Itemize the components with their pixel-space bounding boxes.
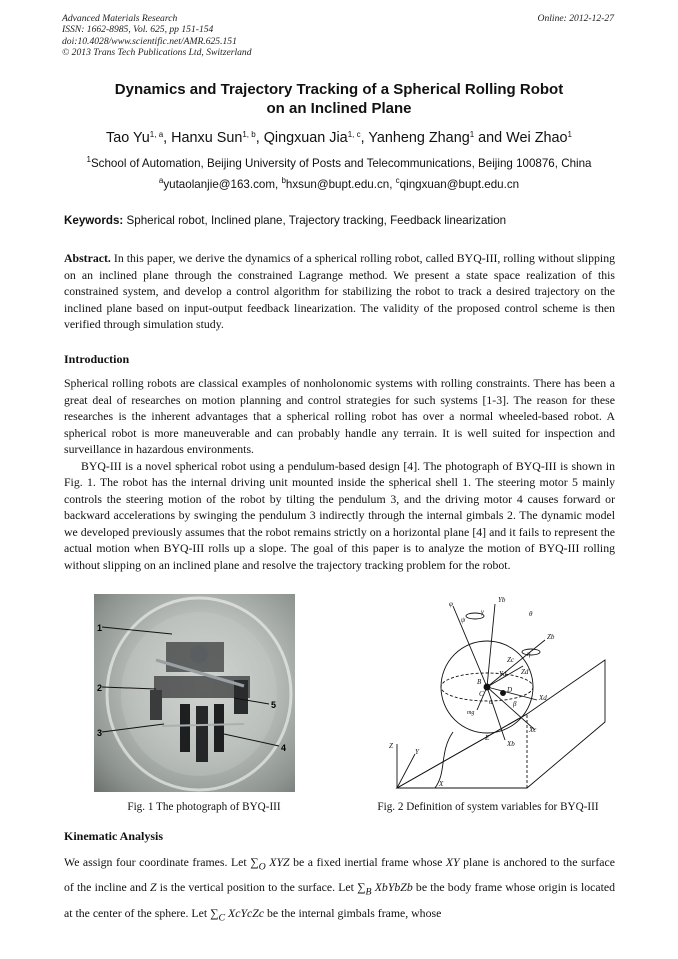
label-alpha: α xyxy=(489,698,493,706)
section-heading-kinematic: Kinematic Analysis xyxy=(64,829,164,843)
affiliation: $^1$School of Automation, Beijing University of Posts and Telecommunications, Beijing 100876, China xyxy=(86,155,592,170)
author: Yanheng Zhang$^1$ and xyxy=(368,130,507,146)
system-variables-diagram xyxy=(377,592,613,797)
sphere-center xyxy=(484,684,490,690)
pendulum-mass xyxy=(501,691,506,696)
online-date: Online: 2012-12-27 xyxy=(537,13,614,24)
label-d: D xyxy=(507,686,513,694)
title-line-1: Dynamics and Trajectory Tracking of a Spherical Rolling Robot xyxy=(114,81,564,98)
doi: doi:10.4028/www.scientific.net/AMR.625.151 xyxy=(62,35,237,47)
label-eta: η xyxy=(527,650,531,658)
label-yb: Yb xyxy=(498,596,506,604)
abstract xyxy=(64,250,615,333)
trajectory xyxy=(435,732,453,788)
email-link[interactable]: yutaolanjie@163.com xyxy=(163,178,275,191)
issn: ISSN: 1662-8985, Vol. 625, pp 151-154 xyxy=(62,24,214,36)
paper-title xyxy=(0,80,678,118)
frame-gimbal-symbol: $\sum_C$ XcYcZc xyxy=(210,905,265,924)
abstract-label: Abstract. xyxy=(64,251,111,265)
journal-header xyxy=(62,13,252,59)
keywords-label: Keywords: xyxy=(64,214,124,227)
abstract-text: In this paper, we derive the dynamics of a spherical rolling robot, called BYQ-III, rolling without slipping on an inclined plane through the constrained Lagrange method. We present a state space realization of this constrained system, and develop a control algorithm for stabilizing the robot to track a desired trajectory on the inclined plane based on input-output feedback linearization. The validity of the proposed control scheme is then verified through simulation study. xyxy=(64,251,615,331)
robot-photograph xyxy=(94,594,295,792)
label-zc: Zc xyxy=(507,656,514,664)
introduction-paragraph: Spherical rolling robots are classical examples of nonholonomic systems with rolling constraints. There has been a great deal of researches on motion planning and control strategies for such systems [1-3]. The reason for these researches is the inherent advantages that a spherical rolling robot has over a normal wheeled-based robot. A spherical robot is more maneuverable and can probably handle any terrain. It is well suited for inspection and surveillance in hazardous environments. BYQ-III is a novel spherical robot using a pendulum-based design [4]. The photograph of BYQ-III is shown in Fig. 1. The robot has the internal driving unit mounted inside the spherical shell 1. The steering motor 5 mainly controls the steering motion of the robot by tilting the pendulum 3, and the driving motor 4 causes forward or backward accelerations by swinging the pendulum 3 indirectly through the internal gimbals 2. The dynamic model we developed previously assumes that the robot remains strictly on a horizontal plane [4] and it fails to represent the actual motion when BYQ-III rolls up a slope. The goal of this paper is to analyze the motion of BYQ-III rolling without slipping on an inclined plane and resolve the trajectory tracking problem for the robot. xyxy=(64,376,615,572)
label-mg: mg xyxy=(467,710,475,716)
label-e: E xyxy=(485,734,490,742)
copyright: © 2013 Trans Tech Publications Ltd, Switzerland xyxy=(62,47,252,59)
label-c: C xyxy=(479,690,484,698)
label-zb: Zb xyxy=(547,633,555,641)
robot-photo-illustration xyxy=(94,594,295,792)
kinematic-paragraph: We assign four coordinate frames. Let $\sum_O$ XYZ be a fixed inertial frame whose XY plane is anchored to the surface of the incline and Z is the vertical position to the surface. Let $\sum_B$ XbYbZb be the body frame whose origin is located at the center of the sphere. Let $\sum_C$ XcYcZc be the internal gimbals frame, whose xyxy=(64,855,616,924)
frame-body-symbol: $\sum_B$ XbYbZb xyxy=(357,880,413,898)
label-xb: Xb xyxy=(507,740,515,748)
section-heading-introduction: Introduction xyxy=(64,352,130,366)
fig2-caption: Fig. 2 Definition of system variables for BYQ-III xyxy=(377,801,599,813)
keywords-text: Spherical robot, Inclined plane, Trajectory tracking, Feedback linearization xyxy=(126,214,507,227)
fig1-label-4: 4 xyxy=(281,743,287,753)
author: Wei Zhao$^1$ xyxy=(506,130,572,146)
label-psi: ψ xyxy=(461,616,466,624)
author-list xyxy=(0,130,678,146)
fig1-caption: Fig. 1 The photograph of BYQ-III xyxy=(127,801,281,813)
author: Qingxuan Jia$^{1, c}$, xyxy=(263,130,369,146)
label-z: Z xyxy=(389,742,393,750)
label-gamma: γ xyxy=(481,608,484,616)
label-b: B xyxy=(477,678,482,686)
fig1-label-3: 3 xyxy=(97,728,103,738)
email-list: $^a$yutaolanjie@163.com, $^b$hxsun@bupt.edu.cn, $^c$qingxuan@bupt.edu.cn xyxy=(158,176,520,191)
label-xd: Xd xyxy=(539,694,547,702)
label-y: Y xyxy=(415,748,419,756)
frame-inertial-symbol: $\sum_O$ XYZ xyxy=(250,855,290,873)
label-phi: φ xyxy=(449,600,453,608)
fig1-label-1: 1 xyxy=(97,623,103,633)
fig1-label-5: 5 xyxy=(271,700,277,710)
label-x: X xyxy=(439,780,444,788)
journal-name: Advanced Materials Research xyxy=(62,13,178,24)
label-yd: Yd xyxy=(499,670,507,678)
label-xc: Xc xyxy=(529,726,537,734)
author: Tao Yu$^{1, a}$, xyxy=(106,130,172,146)
author: Hanxu Sun$^{1, b}$, xyxy=(171,130,264,146)
label-theta: θ xyxy=(529,610,533,618)
fig1-label-2: 2 xyxy=(97,683,103,693)
email-link[interactable]: qingxuan@bupt.edu.cn xyxy=(399,178,520,191)
label-beta: β xyxy=(513,700,517,708)
title-line-2: on an Inclined Plane xyxy=(266,100,412,117)
label-zd: Zd xyxy=(521,668,529,676)
email-link[interactable]: hxsun@bupt.edu.cn xyxy=(285,178,390,191)
keywords xyxy=(64,214,506,227)
